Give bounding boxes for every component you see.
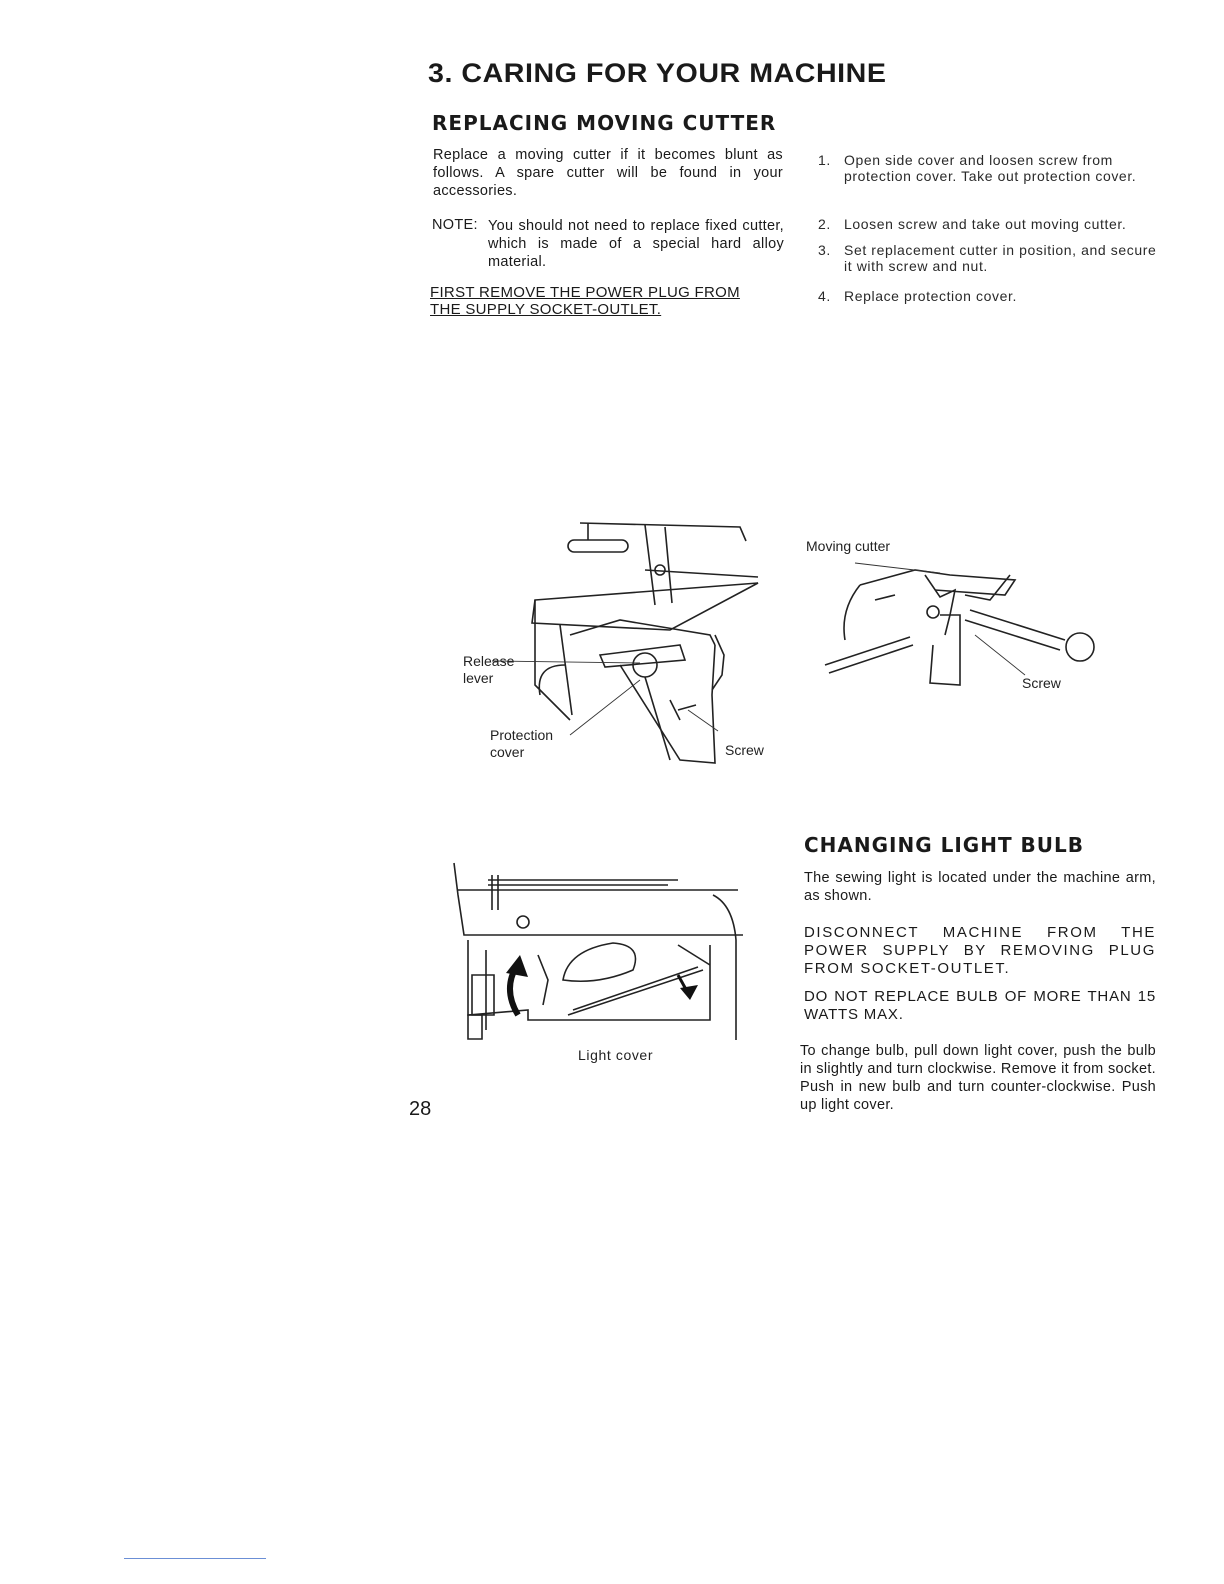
label-protection-cover-1: Protection: [490, 727, 554, 743]
note-text: You should not need to replace fixed cutter, which is made of a special hard alloy material.: [488, 218, 784, 270]
wattage-warning: DO NOT REPLACE BULB OF MORE THAN 15 WATTS MAX.: [804, 988, 1156, 1023]
step-text: Replace protection cover.: [844, 288, 1017, 304]
section-title: 3. CARING FOR YOUR MACHINE: [428, 58, 887, 88]
step-3: [818, 242, 1166, 274]
disconnect-warning: DISCONNECT MACHINE FROM THE POWER SUPPLY BY REMOVING PLUG FROM SOCKET-OUTLET.: [804, 924, 1156, 977]
label-protection-cover-2: cover: [490, 744, 525, 760]
power-plug-warning-line2: THE SUPPLY SOCKET-OUTLET.: [430, 301, 662, 318]
note-block: [432, 217, 784, 271]
step-1: [818, 152, 1166, 184]
label-screw-left: Screw: [725, 742, 764, 758]
label-moving-cutter: Moving cutter: [806, 538, 891, 554]
power-plug-warning-line1: FIRST REMOVE THE POWER PLUG FROM: [430, 284, 740, 301]
light-bulb-heading: CHANGING LIGHT BULB: [804, 833, 1085, 857]
step-text: Open side cover and loosen screw from protection cover. Take out protection cover.: [844, 152, 1137, 184]
step-number: 3.: [818, 242, 831, 258]
step-number: 2.: [818, 216, 831, 232]
step-text: Loosen screw and take out moving cutter.: [844, 216, 1127, 232]
moving-cutter-illustration: [815, 555, 1115, 695]
replacing-cutter-heading: REPLACING MOVING CUTTER: [432, 111, 777, 135]
light-bulb-intro: The sewing light is located under the machine arm, as shown.: [804, 870, 1156, 904]
light-cover-illustration: [448, 855, 748, 1045]
note-label: NOTE:: [432, 217, 478, 233]
label-release-lever-2: lever: [463, 670, 494, 686]
step-2: [818, 216, 1166, 232]
step-number: 1.: [818, 152, 831, 168]
replacing-intro: Replace a moving cutter if it becomes blunt as follows. A spare cutter will be found in your accessories.: [433, 147, 783, 199]
bottom-rule: [124, 1558, 266, 1559]
label-light-cover: Light cover: [578, 1047, 654, 1063]
label-screw-right: Screw: [1022, 675, 1061, 691]
step-4: [818, 288, 1166, 304]
page-number: 28: [409, 1098, 432, 1120]
step-text: Set replacement cutter in position, and secure it with screw and nut.: [844, 242, 1157, 274]
label-release-lever-1: Release: [463, 653, 515, 669]
light-bulb-instructions: To change bulb, pull down light cover, push the bulb in slightly and turn clockwise. Remove it from socket. Push in new bulb and turn counter-clockwise. Push up light cover.: [800, 1043, 1156, 1113]
step-number: 4.: [818, 288, 831, 304]
